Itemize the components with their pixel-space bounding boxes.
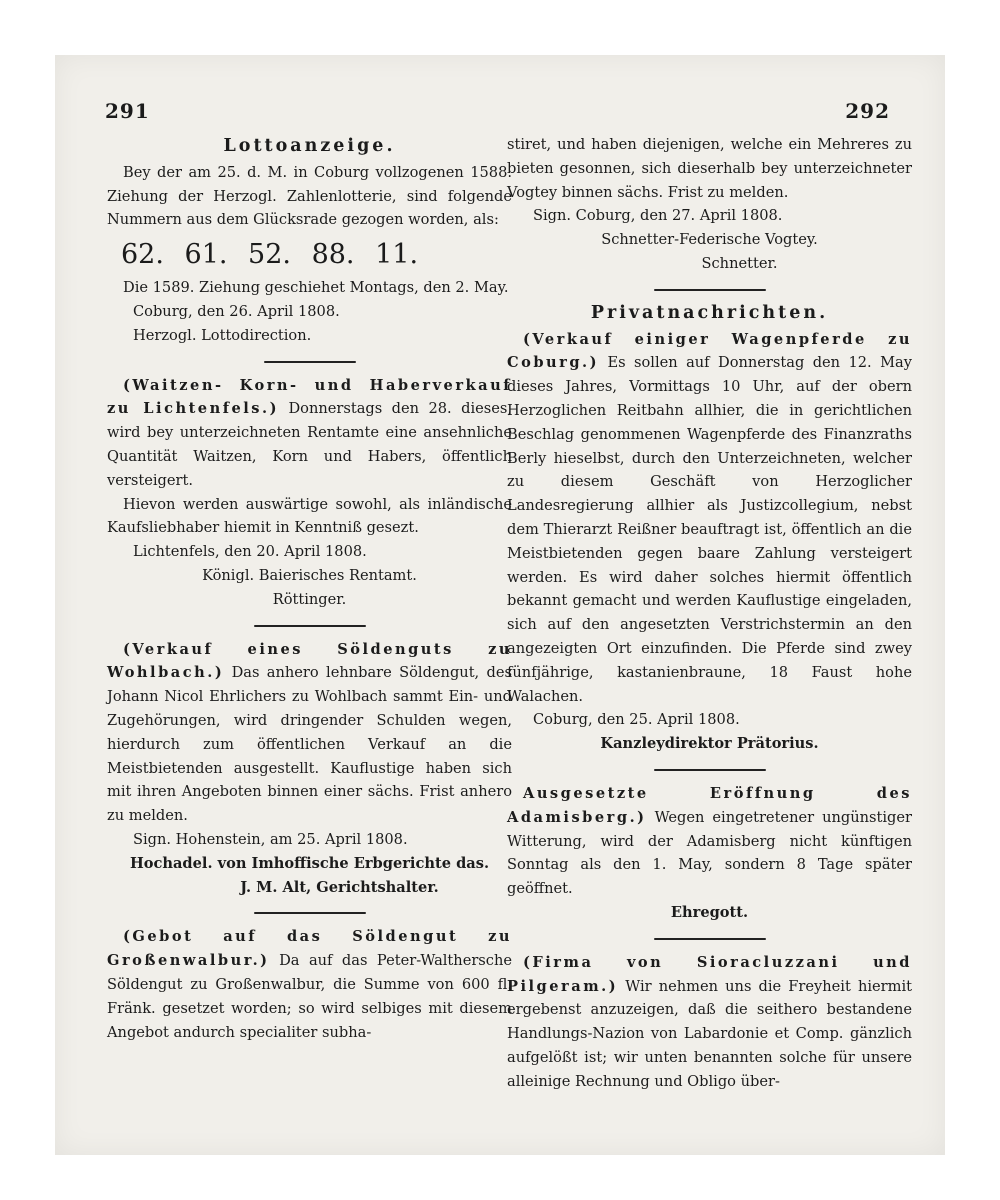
adamisberg-body: Wegen eingetretener ungünstiger Witterung, wird der Adamisberg nicht künftigen Sonntag als den 1. May, sondern 8 Tage später geöffnet. [507, 808, 913, 898]
lotto-notice [107, 135, 512, 348]
adamisberg-title: Ausgesetzte Eröffnung des Adamisberg.) [507, 784, 912, 826]
continuation-authority: Schnetter-Federische Vogtey. [601, 231, 818, 249]
waitzen-notice [107, 374, 512, 612]
right-column [507, 133, 912, 1093]
lotto-place-date: Coburg, den 26. April 1808. [133, 302, 340, 320]
woehlbach-notice [107, 638, 512, 900]
lotto-authority: Herzogl. Lottodirection. [133, 326, 312, 344]
waitzen-authority: Königl. Baierisches Rentamt. [202, 566, 417, 584]
continuation-signature: Schnetter. [701, 254, 778, 272]
adamisberg-notice [507, 782, 912, 925]
divider [254, 625, 366, 627]
firma-notice [507, 951, 912, 1094]
lotto-numbers: 62. 61. 52. 88. 11. [121, 239, 419, 271]
woehlbach-body: Das anhero lehnbare Söldengut, des Johann Nicol Ehrlichers zu Wohlbach sammt Ein- und Zugehörungen, wird dringender Schulden wegen, hierdurch zum öffentlichen Verkauf an die Meistbietenden ausgestellt. Kauflustige haben sich mit ihren Angeboten binnen einer sächs. Frist anhero zu melden. [107, 664, 512, 825]
divider [654, 938, 766, 940]
waitzen-body: Donnerstags den 28. dieses, wird bey unterzeichneten Rentamte eine ansehnliche Quantität Waitzen, Korn und Habers, öffentlich versteigert. [107, 400, 513, 489]
lotto-heading: Lottoanzeige. [223, 136, 396, 156]
wagenpferde-place-date: Coburg, den 25. April 1808. [533, 711, 740, 729]
page-number-right: 292 [845, 99, 890, 123]
lotto-next-draw: Die 1589. Ziehung geschiehet Montags, den 2. May. [123, 279, 509, 297]
left-column [107, 133, 512, 1044]
lotto-body: Bey der am 25. d. M. in Coburg vollzogenen 1588. Ziehung der Herzogl. Zahlenlotterie, sind folgende Nummern aus dem Glücksrade gezogen worden, als: [107, 163, 512, 229]
wagenpferde-title: (Verkauf einiger Wagenpferde zu Coburg.) [507, 330, 912, 372]
divider [264, 361, 356, 363]
woehlbach-place-date: Sign. Hohenstein, am 25. April 1808. [133, 830, 408, 848]
waitzen-signature: Röttinger. [272, 590, 347, 608]
waitzen-place-date: Lichtenfels, den 20. April 1808. [133, 543, 367, 561]
wagenpferde-notice [507, 328, 912, 756]
privat-heading: Privatnachrichten. [590, 302, 829, 323]
continuation-place-date: Sign. Coburg, den 27. April 1808. [533, 207, 783, 225]
continuation-body: stiret, und haben diejenigen, welche ein Mehreres zu bieten gesonnen, sich dieserhalb bey unterzeichneter Vogtey binnen sächs. Frist zu melden. [507, 136, 912, 201]
adamisberg-signature: Ehregott. [670, 903, 749, 921]
wagenpferde-authority: Kanzleydirektor Prätorius. [600, 735, 819, 753]
waitzen-title: (Waitzen- Korn- und Haberverkauf zu Lichtenfels.) [107, 376, 512, 418]
woehlbach-authority: Hochadel. von Imhoffische Erbgerichte das. [129, 854, 490, 872]
waitzen-body-2: Hievon werden auswärtige sowohl, als inländische Kaufsliebhaber hiemit in Kenntniß gesezt. [107, 495, 512, 537]
divider [654, 289, 766, 291]
page-number-left: 291 [105, 99, 150, 123]
grossenwalbur-notice [107, 925, 512, 1044]
grossenwalbur-title: (Gebot auf das Söldengut zu Großenwalbur.) [107, 928, 512, 970]
grossenwalbur-body: Da auf das Peter-Walthersche Söldengut zu Großenwalbur, die Summe von 600 fl. Fränk. gesetzet worden; so wird selbiges mit diesem Angebot andurch specialiter subha- [107, 952, 513, 1041]
vogtey-continuation [507, 133, 912, 276]
firma-body: Wir nehmen uns die Freyheit hiermit ergebenst anzuzeigen, daß die seithero bestandene Handlungs-Nazion von Labardonie et Comp. gänzlich aufgelößt ist; wir unten benannten solche für unsere alleinige Rechnung und Obligo über- [507, 977, 912, 1090]
woehlbach-signature: J. M. Alt, Gerichtshalter. [240, 878, 439, 896]
wagenpferde-body: Es sollen auf Donnerstag den 12. May dieses Jahres, Vormittags 10 Uhr, auf der obern Herzoglichen Reitbahn allhier, die in gerichtlichen Beschlag genommenen Wagenpferde des Finanzraths Berly hieselbst, durch den Unterzeichneten, welcher zu diesem Geschäft von Herzoglicher Landesregierung allhier als Justizcollegium, nebst dem Thierarzt Reißner beauftragt ist, öffentlich an die Meistbietenden gegen baare Zahlung versteigert werden. Es wird daher solches hiermit öffentlich bekannt gemacht und werden Kauflustige eingeladen, sich auf den angesetzten Verstrichstermin an den angezeigten Ort einzufinden. Die Pferde sind zwey fünfjährige, kastanienbraune, 18 Faust hohe Walachen. [507, 354, 912, 705]
newspaper-page [55, 55, 945, 1155]
divider [654, 769, 766, 771]
firma-title: (Firma von Sioracluzzani und Pilgeram.) [507, 953, 912, 995]
divider [254, 912, 366, 914]
woehlbach-title: (Verkauf eines Söldenguts zu Wohlbach.) [107, 640, 512, 682]
